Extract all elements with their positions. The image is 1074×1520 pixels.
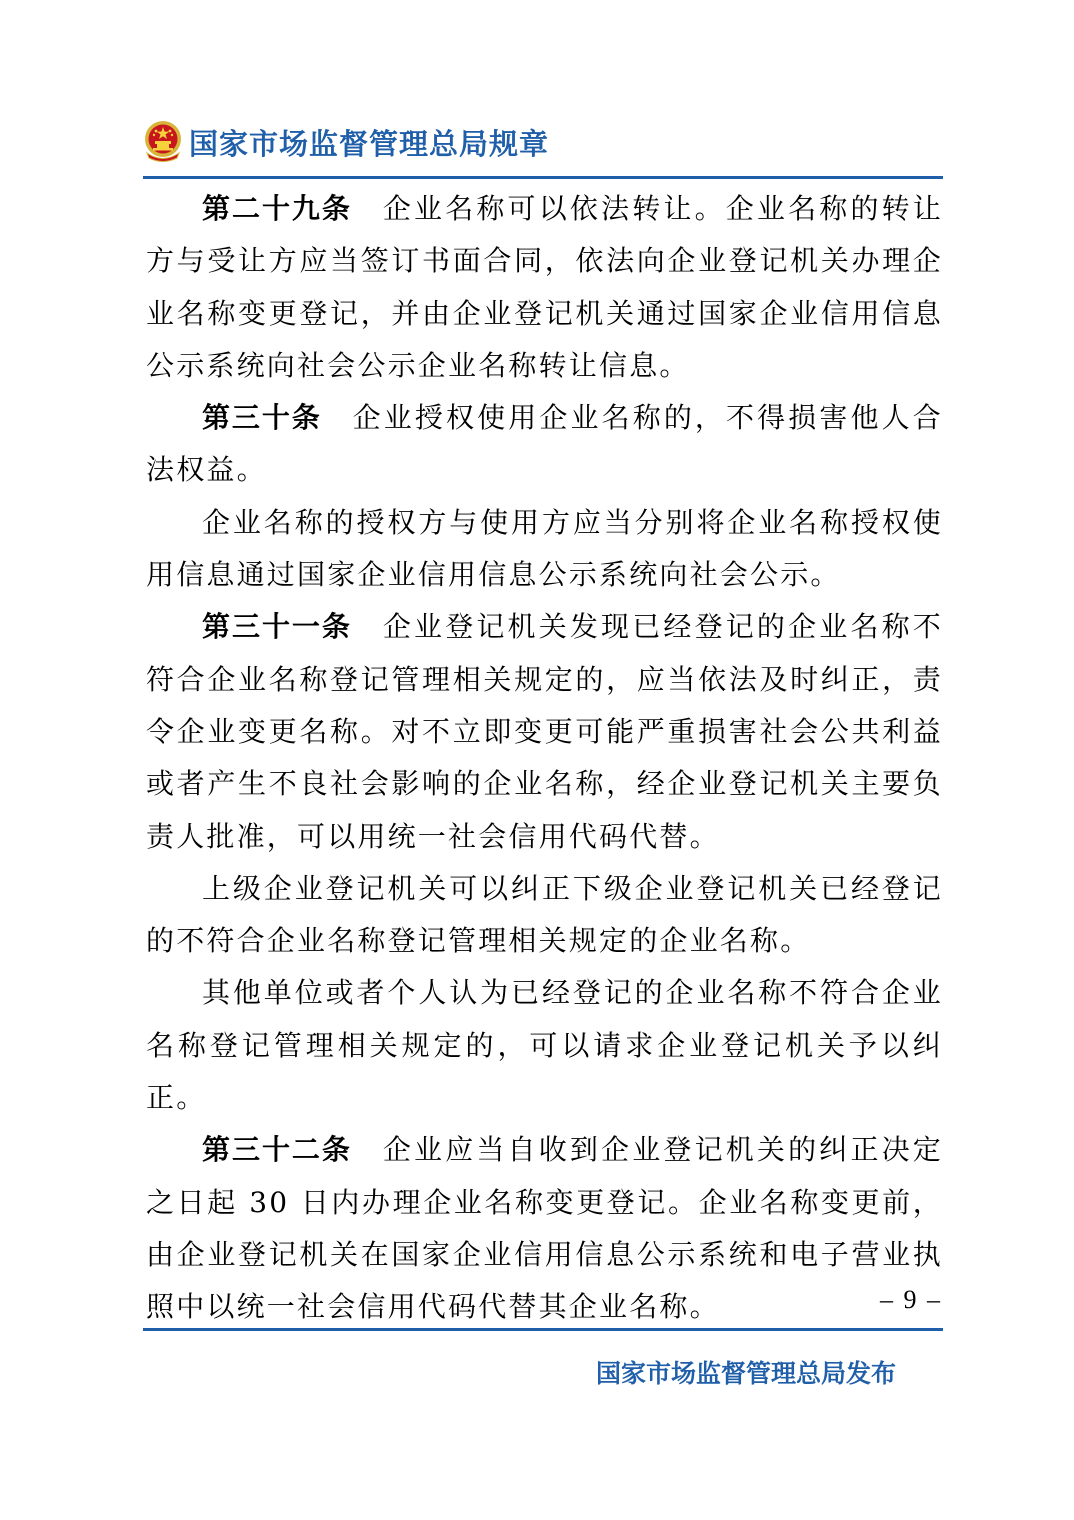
article-paragraph	[146, 601, 943, 862]
article-paragraph	[146, 1124, 943, 1333]
national-emblem-icon	[143, 120, 183, 162]
header-divider	[143, 176, 943, 179]
article-heading: 第三十二条	[202, 1133, 352, 1167]
paragraph-text: 企业名称可以依法转让。企业名称的转让方与受让方应当签订书面合同，依法向企业登记机关办理企业名称变更登记，并由企业登记机关通过国家企业信用信息公示系统向社会公示企业名称转让信息。	[146, 192, 943, 382]
header-title: 国家市场监督管理总局规章	[189, 127, 550, 161]
page-header	[143, 118, 943, 166]
document-body	[146, 183, 943, 1334]
paragraph: 上级企业登记机关可以纠正下级企业登记机关已经登记的不符合企业名称登记管理相关规定的企业名称。	[146, 871, 943, 958]
article-paragraph	[146, 392, 943, 497]
paragraph-text: 企业登记机关发现已经登记的企业名称不符合企业名称登记管理相关规定的，应当依法及时纠正，责令企业变更名称。对不立即变更可能严重损害社会公共利益或者产生不良社会影响的企业名称，经企业登记机关主要负责人批准，可以用统一社会信用代码代替。	[146, 610, 943, 853]
paragraph-text: 企业授权使用企业名称的，不得损害他人合法权益。	[146, 401, 943, 487]
article-heading: 第三十条	[202, 401, 322, 435]
footer-publisher: 国家市场监督管理总局发布	[595, 1359, 896, 1388]
footer-divider	[143, 1328, 943, 1331]
paragraph-text: 企业应当自收到企业登记机关的纠正决定之日起 30 日内办理企业名称变更登记。企业名称变更前，由企业登记机关在国家企业信用信息公示系统和电子营业执照中以统一社会信用代码代替其企业名称。	[146, 1133, 943, 1324]
article-heading: 第二十九条	[202, 192, 352, 225]
page-number: – 9 –	[880, 1285, 942, 1314]
article-paragraph	[146, 183, 943, 392]
article-heading: 第三十一条	[202, 610, 352, 644]
paragraph: 企业名称的授权方与使用方应当分别将企业名称授权使用信息通过国家企业信用信息公示系统向社会公示。	[146, 505, 943, 592]
paragraph: 其他单位或者个人认为已经登记的企业名称不符合企业名称登记管理相关规定的，可以请求企业登记机关予以纠正。	[146, 976, 943, 1115]
